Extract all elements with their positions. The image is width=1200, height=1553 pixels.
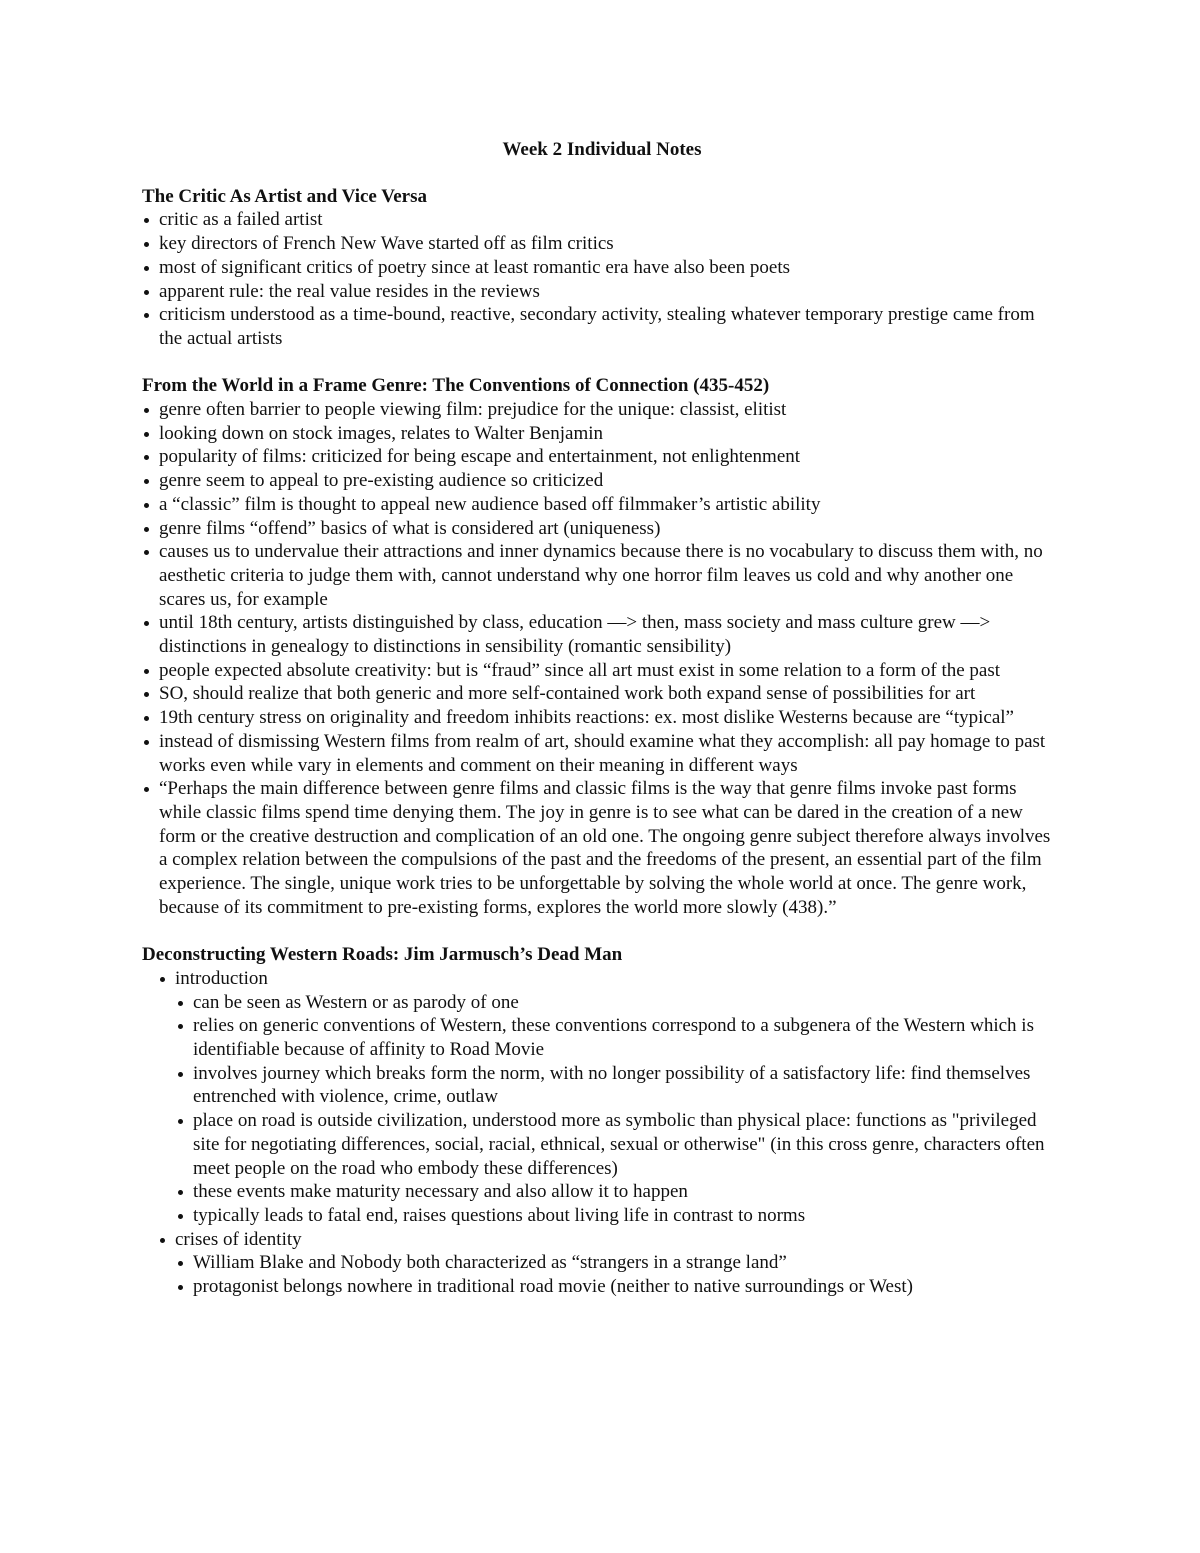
- sub-list-item: protagonist belongs nowhere in traditional road movie (neither to native surroundings or West): [175, 1275, 1062, 1299]
- section-critic-as-artist: [142, 185, 1062, 351]
- outline-group-introduction: [142, 967, 1062, 1228]
- list-item: criticism understood as a time-bound, reactive, secondary activity, stealing whatever temporary prestige came from the actual artists: [142, 303, 1062, 350]
- document-page: [142, 138, 1062, 1322]
- document-title: Week 2 Individual Notes: [502, 139, 702, 160]
- sub-bullet-list: [175, 991, 1062, 1228]
- sub-list-item: these events make maturity necessary and also allow it to happen: [175, 1180, 1062, 1204]
- sub-list-item: place on road is outside civilization, understood more as symbolic than physical place: functions as "privileged site for negotiating differences, social, racial, ethnical, sexual or otherwise" (in this cross genre, characters often meet people on the road who embody these differences): [175, 1109, 1062, 1180]
- outline-group-label: crises of identity: [175, 1228, 302, 1250]
- section-world-in-a-frame: [142, 374, 1062, 919]
- outline-group-crises-of-identity: [142, 1228, 1062, 1299]
- sub-list-item: William Blake and Nobody both characterized as “strangers in a strange land”: [175, 1251, 1062, 1275]
- bullet-list: [142, 398, 1062, 919]
- list-item: looking down on stock images, relates to Walter Benjamin: [142, 422, 1062, 446]
- list-item: 19th century stress on originality and freedom inhibits reactions: ex. most dislike Westerns because are “typical”: [142, 706, 1062, 730]
- section-heading: The Critic As Artist and Vice Versa: [142, 185, 427, 207]
- section-heading: From the World in a Frame Genre: The Conventions of Connection (435-452): [142, 375, 770, 397]
- list-item: key directors of French New Wave started off as film critics: [142, 232, 1062, 256]
- list-item: genre often barrier to people viewing film: prejudice for the unique: classist, elitist: [142, 398, 1062, 422]
- bullet-list: [142, 208, 1062, 350]
- list-item: until 18th century, artists distinguished by class, education —> then, mass society and mass culture grew —> distinctions in genealogy to distinctions in sensibility (romantic sensibility): [142, 611, 1062, 658]
- list-item: “Perhaps the main difference between genre films and classic films is the way that genre films invoke past forms while classic films spend time denying them. The joy in genre is to see what can be dared in the creation of a new form or the creative destruction and complication of an old one. The ongoing genre subject therefore always involves a complex relation between the compulsions of the past and the freedoms of the present, an essential part of the film experience. The single, unique work tries to be unforgettable by solving the whole world at once. The genre work, because of its commitment to pre-existing forms, explores the world more slowly (438).”: [142, 777, 1062, 919]
- list-item: causes us to undervalue their attractions and inner dynamics because there is no vocabulary to discuss them with, no aesthetic criteria to judge them with, cannot understand why one horror film leaves us cold and why another one scares us, for example: [142, 540, 1062, 611]
- outline-group-label: introduction: [175, 967, 268, 989]
- list-item: genre seem to appeal to pre-existing audience so criticized: [142, 469, 1062, 493]
- list-item: people expected absolute creativity: but is “fraud” since all art must exist in some relation to a form of the past: [142, 659, 1062, 683]
- list-item: genre films “offend” basics of what is considered art (uniqueness): [142, 517, 1062, 541]
- list-item: a “classic” film is thought to appeal new audience based off filmmaker’s artistic ability: [142, 493, 1062, 517]
- sub-list-item: can be seen as Western or as parody of one: [175, 991, 1062, 1015]
- list-item: critic as a failed artist: [142, 208, 1062, 232]
- list-item: SO, should realize that both generic and more self-contained work both expand sense of possibilities for art: [142, 682, 1062, 706]
- list-item: apparent rule: the real value resides in the reviews: [142, 280, 1062, 304]
- list-item: instead of dismissing Western films from realm of art, should examine what they accomplish: all pay homage to past works even while vary in elements and comment on their meaning in different ways: [142, 730, 1062, 777]
- section-deconstructing-western-roads: [142, 943, 1062, 1299]
- sub-bullet-list: [175, 1251, 1062, 1298]
- list-item: popularity of films: criticized for being escape and entertainment, not enlightenment: [142, 445, 1062, 469]
- sub-list-item: typically leads to fatal end, raises questions about living life in contrast to norms: [175, 1204, 1062, 1228]
- outline-list: [142, 967, 1062, 1299]
- sub-list-item: relies on generic conventions of Western, these conventions correspond to a subgenera of the Western which is identifiable because of affinity to Road Movie: [175, 1014, 1062, 1061]
- sub-list-item: involves journey which breaks form the norm, with no longer possibility of a satisfactory life: find themselves entrenched with violence, crime, outlaw: [175, 1062, 1062, 1109]
- section-heading: Deconstructing Western Roads: Jim Jarmusch’s Dead Man: [142, 944, 623, 966]
- list-item: most of significant critics of poetry since at least romantic era have also been poets: [142, 256, 1062, 280]
